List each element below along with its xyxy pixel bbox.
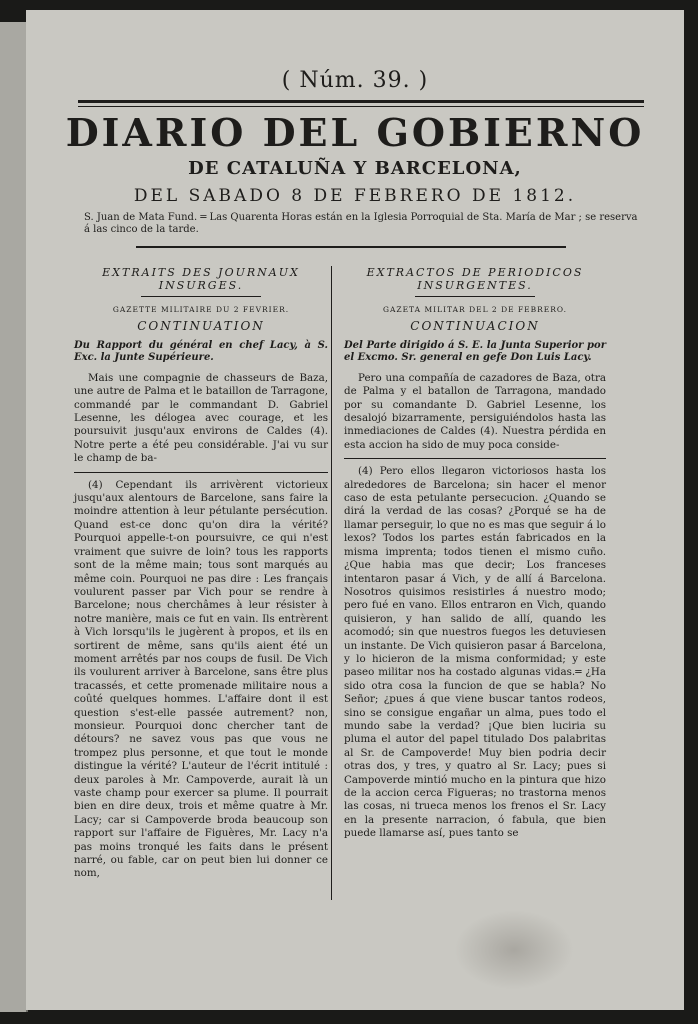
right-body: Pero una compañía de cazadores de Baza, otra de Palma y el batallon de Tarragona, mandado por su comandante D. Gabriel Lesenne, los desalojó bizarramente, persiguiéndolos hasta las inmediaciones de Caldes (4). Nuestra pérdida en esta accion ha sido de muy poca conside- xyxy=(344,371,606,451)
left-body: Mais une compagnie de chasseurs de Baza, une autre de Palma et le bataillon de Tarragone, commandé par le commandant D. Gabriel Lesenne, les délogea avec courage, et les poursuivit jusqu'aux environs de Caldes (4). Notre perte a été peu considérable. J'ai vu sur le champ de ba- xyxy=(74,371,328,465)
right-continuation: CONTINUACION xyxy=(410,319,540,334)
section-rule xyxy=(136,246,566,248)
right-column-heading: EXTRACTOS DE PERIODICOS INSURGENTES. xyxy=(366,266,584,292)
left-gazette-title: GAZETTE MILITAIRE DU 2 FEVRIER. xyxy=(112,305,290,314)
newspaper-title: DIARIO DEL GOBIERNO xyxy=(65,110,645,155)
left-small-rule xyxy=(141,296,261,297)
left-column-heading: EXTRAITS DES JOURNAUX INSURGES. xyxy=(102,266,300,292)
paper-stain xyxy=(454,910,574,990)
left-footnote-rule xyxy=(74,472,328,473)
newspaper-page xyxy=(26,10,684,1010)
newspaper-subtitle: DE CATALUÑA Y BARCELONA, xyxy=(188,158,522,179)
right-footnote-rule xyxy=(344,458,606,459)
right-gazette-title: GAZETA MILITAR DEL 2 DE FEBRERO. xyxy=(382,305,568,314)
issue-number: ( Núm. 39. ) xyxy=(281,68,429,93)
left-footnote: (4) Cependant ils arrivèrent victorieux jusqu'aux alentours de Barcelone, sans faire la moindre attention à leur pétulante persécution. Quand est-ce donc qu'on dira la vérité? Pourquoi appelle-t-on poursuivre, ce qui n'est vraiment que suivre de loin? tous les rapports sont de la même main; tous sont marqués au même coin. Pourquoi ne pas dire : Les français voulurent passer par Vich pour se rendre à Barcelone; nous cherchâmes à leur résister à notre manière, mais ce fut en vain. Ils entrèrent à Vich lorsqu'ils le jugèrent à propos, et ils en sortirent de même, sans qu'ils aient été un moment arrêtés par nos coups de fusil. De Vich ils voulurent arriver à Barcelone, sans être plus tracassés, et cette promenade militaire nous a coûté quelques hommes. L'affaire dont il est question s'est-elle passée autrement? non, monsieur. Pourquoi donc chercher tant de détours? ne savez vous pas que vous ne trompez plus personne, et que tout le monde distingue la vérité? L'auteur de l'écrit intitulé : deux paroles à Mr. Campoverde, aurait là un vaste champ pour exercer sa plume. Il pourrait bien en dire deux, trois et même quatre à Mr. Lacy; car si Campoverde broda beaucoup son rapport sur l'affaire de Figuères, Mr. Lacy n'a pas moins tronqué les faits dans le présent narré, ou fable, car on peut bien lui donner ce nom, xyxy=(74,478,328,880)
column-divider xyxy=(331,266,332,900)
date-line: DEL SABADO 8 DE FEBRERO DE 1812. xyxy=(133,186,577,206)
notice-text: S. Juan de Mata Fund. ═ Las Quarenta Horas están en la Iglesia Porroquial de Sta. María de Mar ; se reserva á las cinco de la tarde. xyxy=(84,212,638,235)
header-rule xyxy=(78,100,644,103)
header-rule-thin xyxy=(78,106,644,107)
left-page-edge xyxy=(0,22,28,1012)
right-small-rule xyxy=(415,296,535,297)
right-footnote: (4) Pero ellos llegaron victoriosos hasta los alrededores de Barcelona; sin hacer el menor caso de esta petulante persecucion. ¿Quando se dirá la verdad de las cosas? ¿Porqué se ha de llamar perseguir, lo que no es mas que seguir á lo lexos? Todos los partes están fabricados en la misma imprenta; todos tienen el mismo cuño. ¿Que habia mas que decir; Los franceses intentaron pasar á Vich, y de allí á Barcelona. Nosotros quisimos resistirles á nuestro modo; pero fué en vano. Ellos entraron en Vich, quando quisieron, y han salido de allí, quando les acomodó; sin que nuestros fuegos les detuviesen un instante. De Vich quisieron pasar á Barcelona, y lo hicieron de la misma conformidad; y este paseo militar nos ha costado algunas vidas.═ ¿Ha sido otra cosa la funcion de que se habla? No Señor; ¿pues á que viene buscar tantos rodeos, sino se consigue engañar un alma, pues todo el mundo sabe la verdad? ¡Que bien luciria su pluma el autor del papel titulado Dos palabritas al Sr. de Campoverde! Muy bien podria decir otras dos, y tres, y quatro al Sr. Lacy; pues si Campoverde mintió mucho en la pintura que hizo de la accion cerca Figueras; no trastorna menos las cosas, ni trueca menos los frenos el Sr. Lacy en la presente narracion, ó fabula, que bien puede llamarse así, pues tanto se xyxy=(344,465,606,840)
left-lead: Du Rapport du général en chef Lacy, à S. Exc. la Junte Supérieure. xyxy=(74,339,328,363)
right-column xyxy=(344,266,606,841)
left-continuation: CONTINUATION xyxy=(137,319,265,334)
left-column xyxy=(74,266,328,881)
right-lead: Del Parte dirigido á S. E. la Junta Superior por el Excmo. Sr. general en gefe Don Luis Lacy. xyxy=(344,339,606,363)
